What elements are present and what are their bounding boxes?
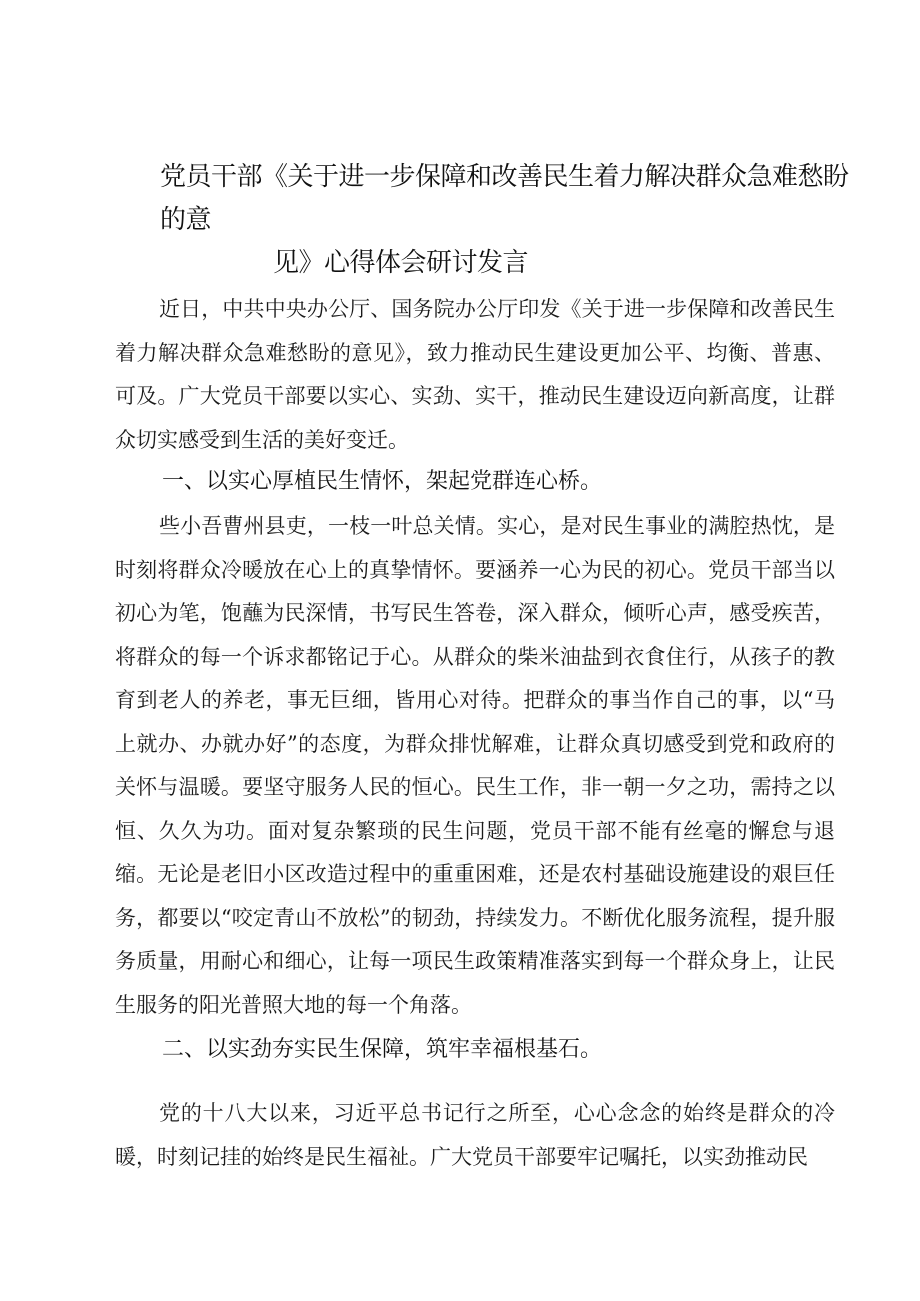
section-1-paragraph: 些小吾曹州县吏，一枝一叶总关情。实心，是对民生事业的满腔热忱，是时刻将群众冷暖放在心上的真挚情怀。要涵养一心为民的初心。党员干部当以初心为笔，饱蘸为民深情，书写民生答卷，深入群众，倾听心声，感受疾苦，将群众的每一个诉求都铭记于心。从群众的柴米油盐到衣食住行，从孩子的教育到老人的养老，事无巨细，皆用心对待。把群众的事当作自己的事，以“马上就办、办就办好”的态度，为群众排忧解难，让群众真切感受到党和政府的关怀与温暖。要坚守服务人民的恒心。民生工作，非一朝一夕之功，需持之以恒、久久为功。面对复杂繁琐的民生问题，党员干部不能有丝毫的懈怠与退缩。无论是老旧小区改造过程中的重重困难，还是农村基础设施建设的艰巨任务，都要以“咬定青山不放松”的韧劲，持续发力。不断优化服务流程，提升服务质量，用耐心和细心，让每一项民生政策精准落实到每一个群众身上，让民生服务的阳光普照大地的每一个角落。: [115, 514, 835, 1017]
section-1-body: [115, 505, 835, 1027]
section-2-paragraph: 党的十八大以来，习近平总书记行之所至，心心念念的始终是群众的冷暖，时刻记挂的始终是民生福祉。广大党员干部要牢记嘱托，以实劲推动民: [115, 1101, 835, 1169]
section-2-body: [115, 1092, 835, 1179]
document-title: [160, 156, 850, 285]
section-1-heading: 一、以实心厚植民生情怀，架起党群连心桥。: [162, 469, 603, 494]
section-2-heading: 二、以实劲夯实民生保障，筑牢幸福根基石。: [162, 1037, 603, 1062]
intro-paragraph-block: [115, 288, 835, 462]
title-line-2: 见》心得体会研讨发言: [273, 248, 529, 278]
title-line-1: 党员干部《关于进一步保障和改善民生着力解决群众急难愁盼的意: [160, 162, 849, 235]
intro-paragraph: 近日，中共中央办公厅、国务院办公厅印发《关于进一步保障和改善民生着力解决群众急难愁盼的意见》，致力推动民生建设更加公平、均衡、普惠、可及。广大党员干部要以实心、实劲、实干，推动民生建设迈向新高度，让群众切实感受到生活的美好变迁。: [115, 297, 835, 452]
